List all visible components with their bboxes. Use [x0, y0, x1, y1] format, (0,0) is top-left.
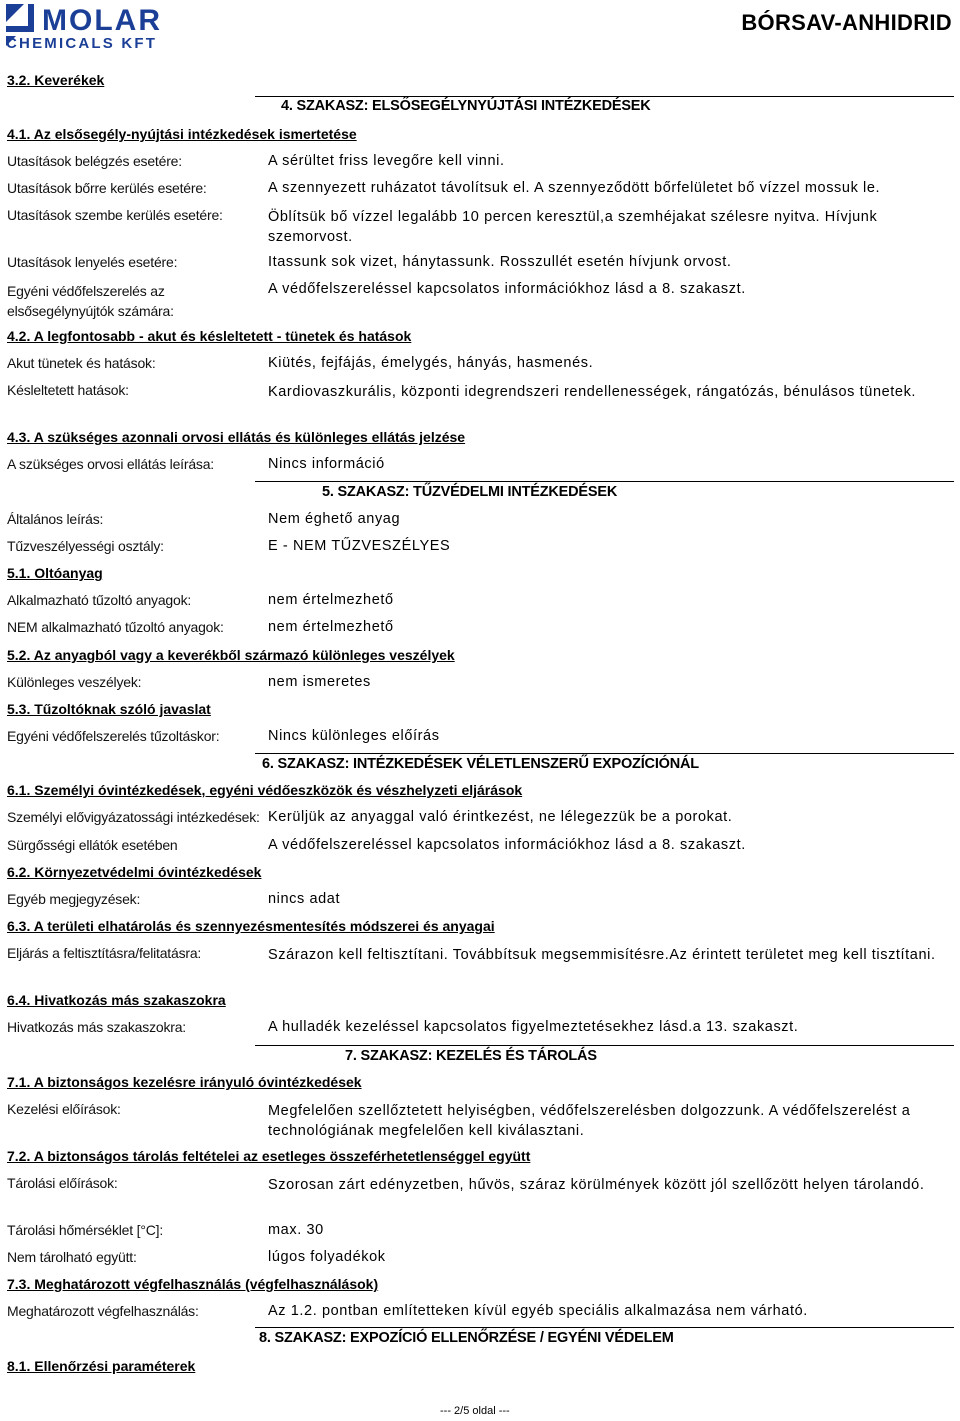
field-label: Egyéb megjegyzések:	[7, 891, 141, 907]
field-value: Nem éghető anyag	[268, 511, 401, 527]
field-value: nem értelmezhető	[268, 619, 394, 635]
field-label: Egyéni védőfelszerelés tűzoltáskor:	[7, 728, 220, 744]
field-value: A védőfelszereléssel kapcsolatos információkhoz lásd a 8. szakaszt.	[268, 837, 746, 853]
field-label: Utasítások lenyelés esetére:	[7, 254, 178, 270]
field-value: Kerüljük az anyaggal való érintkezést, ne lélegezzük be a porokat.	[268, 809, 733, 825]
section-4-title: 4. SZAKASZ: ELSŐSEGÉLYNYÚJTÁSI INTÉZKEDÉSEK	[281, 98, 651, 114]
section-rule	[255, 753, 954, 754]
field-label: Utasítások bőrre kerülés esetére:	[7, 180, 207, 196]
section-6-title: 6. SZAKASZ: INTÉZKEDÉSEK VÉLETLENSZERŰ EXPOZÍCIÓNÁL	[262, 756, 699, 772]
field-label: Utasítások szembe kerülés esetére:	[7, 207, 223, 223]
subsection-6-4: 6.4. Hivatkozás más szakaszokra	[7, 992, 226, 1008]
field-value: Nincs információ	[268, 456, 385, 472]
field-value: A sérültet friss levegőre kell vinni.	[268, 153, 505, 169]
section-rule	[255, 1045, 954, 1046]
field-label: Alkalmazható tűzoltó anyagok:	[7, 592, 192, 608]
field-value: Nincs különleges előírás	[268, 728, 440, 744]
subsection-8-1: 8.1. Ellenőrzési paraméterek	[7, 1358, 196, 1374]
subsection-4-1: 4.1. Az elsősegély-nyújtási intézkedések ismertetése	[7, 126, 357, 142]
company-logo	[6, 4, 222, 50]
section-rule	[255, 481, 954, 482]
field-value: Az 1.2. pontban említetteken kívül egyéb speciális alkalmazása nem várható.	[268, 1303, 808, 1319]
field-label: Különleges veszélyek:	[7, 674, 142, 690]
field-value: Kardiovaszkurális, központi idegrendszeri rendellenességek, rángatózás, bénulásos tünetek.	[268, 384, 917, 400]
section-7-title: 7. SZAKASZ: KEZELÉS ÉS TÁROLÁS	[345, 1048, 597, 1064]
field-label: A szükséges orvosi ellátás leírása:	[7, 456, 214, 472]
field-value: A hulladék kezeléssel kapcsolatos figyelmeztetésekhez lásd.a 13. szakaszt.	[268, 1019, 799, 1035]
section-8-title: 8. SZAKASZ: EXPOZÍCIÓ ELLENŐRZÉSE / EGYÉNI VÉDELEM	[259, 1330, 674, 1346]
field-label: Tárolási hőmérséklet [°C]:	[7, 1222, 164, 1238]
logo-text-top: MOLAR	[42, 4, 162, 37]
field-value: lúgos folyadékok	[268, 1249, 386, 1265]
field-label: Akut tünetek és hatások:	[7, 355, 156, 371]
field-label: Tárolási előírások:	[7, 1175, 118, 1191]
subsection-4-2: 4.2. A legfontosabb - akut és késleltetett - tünetek és hatások	[7, 328, 412, 344]
document-title: BÓRSAV-ANHIDRID	[741, 10, 952, 35]
field-value: nem ismeretes	[268, 674, 371, 690]
subsection-7-2: 7.2. A biztonságos tárolás feltételei az esetleges összeférhetetlenséggel együtt	[7, 1148, 531, 1164]
subsection-3-2: 3.2. Keverékek	[7, 72, 105, 88]
field-value: Öblítsük bő vízzel legalább 10 percen keresztül,a szemhéjakat szélesre nyitva. Hívjunk szemorvost.	[268, 209, 878, 245]
field-label: Utasítások belégzés esetére:	[7, 153, 182, 169]
field-value: E - NEM TŰZVESZÉLYES	[268, 538, 451, 554]
field-label: Egyéni védőfelszerelés az elsősegélynyújtók számára:	[7, 283, 174, 319]
field-value: Szorosan zárt edényzetben, hűvös, száraz körülmények között jól szellőzött helyen tárolandó.	[268, 1177, 925, 1193]
section-5-title: 5. SZAKASZ: TŰZVÉDELMI INTÉZKEDÉSEK	[322, 484, 618, 500]
field-label: Nem tárolható együtt:	[7, 1249, 137, 1265]
field-label: Személyi elővigyázatossági intézkedések:	[7, 809, 260, 825]
subsection-7-1: 7.1. A biztonságos kezelésre irányuló óvintézkedések	[7, 1074, 362, 1090]
page-footer: --- 2/5 oldal ---	[440, 1405, 510, 1417]
field-label: Általános leírás:	[7, 511, 104, 527]
field-label: Hivatkozás más szakaszokra:	[7, 1019, 186, 1035]
field-label: Kezelési előírások:	[7, 1101, 121, 1117]
field-value: Megfelelően szellőztetett helyiségben, védőfelszerelésben dolgozzunk. A védőfelszerelést a technológiának megfelelően kell kiválasztani.	[268, 1103, 911, 1139]
subsection-5-1: 5.1. Oltóanyag	[7, 565, 103, 581]
field-value: A védőfelszereléssel kapcsolatos információkhoz lásd a 8. szakaszt.	[268, 281, 746, 297]
field-value: Szárazon kell feltisztítani. Továbbítsuk megsemmisítésre.Az érintett területet meg kell tisztítani.	[268, 947, 936, 963]
field-value: nem értelmezhető	[268, 592, 394, 608]
subsection-7-3: 7.3. Meghatározott végfelhasználás (végfelhasználások)	[7, 1276, 379, 1292]
field-value: Itassunk sok vizet, hánytassunk. Rosszullét esetén hívjunk orvost.	[268, 254, 732, 270]
logo-text-bottom: CHEMICALS KFT	[6, 35, 158, 50]
field-value: A szennyezett ruházatot távolítsuk el. A szennyeződött bőrfelületet bő vízzel mossuk le.	[268, 180, 881, 196]
section-rule	[255, 1327, 954, 1328]
subsection-5-2: 5.2. Az anyagból vagy a keverékből származó különleges veszélyek	[7, 647, 455, 663]
field-label: Késleltetett hatások:	[7, 382, 129, 398]
subsection-6-2: 6.2. Környezetvédelmi óvintézkedések	[7, 864, 262, 880]
subsection-6-3: 6.3. A területi elhatárolás és szennyezésmentesítés módszerei és anyagai	[7, 918, 495, 934]
field-label: Sürgősségi ellátók esetében	[7, 837, 178, 853]
field-label: Meghatározott végfelhasználás:	[7, 1303, 199, 1319]
field-label: Eljárás a feltisztításra/felitatásra:	[7, 945, 202, 961]
field-value: max. 30	[268, 1222, 324, 1238]
field-label: Tűzveszélyességi osztály:	[7, 538, 164, 554]
subsection-4-3: 4.3. A szükséges azonnali orvosi ellátás és különleges ellátás jelzése	[7, 429, 466, 445]
subsection-6-1: 6.1. Személyi óvintézkedések, egyéni védőeszközök és vészhelyzeti eljárások	[7, 782, 523, 798]
subsection-5-3: 5.3. Tűzoltóknak szóló javaslat	[7, 701, 211, 717]
field-value: nincs adat	[268, 891, 341, 907]
field-label: NEM alkalmazható tűzoltó anyagok:	[7, 619, 224, 635]
section-rule	[255, 96, 954, 97]
field-value: Kiütés, fejfájás, émelygés, hányás, hasmenés.	[268, 355, 594, 371]
